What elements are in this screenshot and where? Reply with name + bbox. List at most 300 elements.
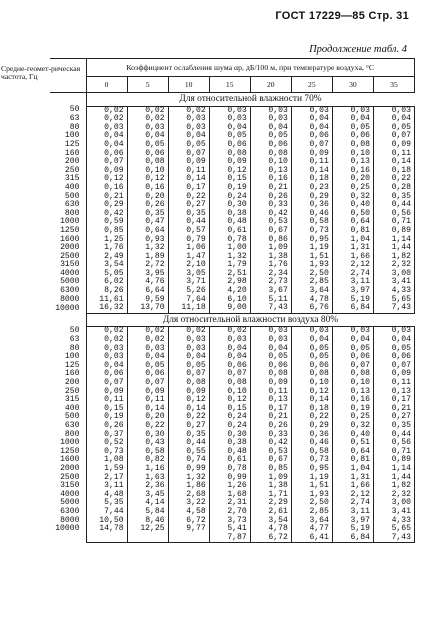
- value-cell: 0,26: [250, 422, 291, 431]
- value-cell: 0,15: [209, 175, 250, 184]
- value-cell: 0,03: [168, 115, 209, 124]
- value-cell: 0,02: [209, 327, 250, 336]
- frequency-cell: 800: [50, 210, 86, 219]
- value-cell: 0,03: [250, 106, 291, 115]
- value-cell: 2,12: [332, 261, 373, 270]
- value-cell: 0,53: [250, 448, 291, 457]
- value-cell: 0,04: [127, 353, 168, 362]
- value-cell: 0,03: [127, 124, 168, 133]
- value-cell: 1,66: [332, 482, 373, 491]
- value-cell: 0,19: [86, 413, 127, 422]
- value-cell: 0,09: [127, 388, 168, 397]
- value-cell: 0,04: [127, 132, 168, 141]
- value-cell: 0,03: [250, 336, 291, 345]
- value-cell: 0,64: [332, 218, 373, 227]
- frequency-cell: 63: [50, 336, 86, 345]
- frequency-cell: 1600: [50, 236, 86, 245]
- value-cell: 13,70: [127, 304, 168, 313]
- value-cell: 0,07: [332, 362, 373, 371]
- value-cell: 0,30: [127, 431, 168, 440]
- value-cell: 0,11: [168, 167, 209, 176]
- value-cell: 2,10: [168, 261, 209, 270]
- value-cell: 3,22: [168, 499, 209, 508]
- value-cell: 0,03: [168, 124, 209, 133]
- value-cell: 2,50: [291, 499, 332, 508]
- value-cell: 0,46: [291, 210, 332, 219]
- value-cell: 0,18: [291, 175, 332, 184]
- value-cell: 0,46: [291, 439, 332, 448]
- value-cell: 0,03: [250, 115, 291, 124]
- value-cell: 0,32: [332, 422, 373, 431]
- value-cell: 12,25: [127, 525, 168, 534]
- value-cell: 0,20: [127, 193, 168, 202]
- value-cell: 2,72: [127, 261, 168, 270]
- value-cell: 0,38: [209, 439, 250, 448]
- value-cell: 0,06: [250, 362, 291, 371]
- frequency-cell: 10000: [50, 525, 86, 534]
- value-cell: 0,03: [127, 345, 168, 354]
- value-cell: 0,08: [250, 150, 291, 159]
- value-cell: 1,51: [291, 482, 332, 491]
- value-cell: 16,32: [86, 304, 127, 313]
- value-cell: 0,07: [168, 150, 209, 159]
- value-cell: 0,33: [250, 201, 291, 210]
- value-cell: 2,32: [373, 261, 414, 270]
- value-cell: 0,64: [127, 227, 168, 236]
- frequency-cell: 400: [50, 405, 86, 414]
- value-cell: 6,41: [291, 534, 332, 543]
- value-cell: 0,17: [250, 405, 291, 414]
- section-title: Для относительной влажности воздуха 80%: [86, 313, 415, 327]
- value-cell: 0,74: [168, 456, 209, 465]
- value-cell: 3,64: [291, 517, 332, 526]
- value-cell: 0,02: [86, 106, 127, 115]
- temperature-header-cell: 0: [86, 77, 127, 93]
- value-cell: 0,85: [86, 227, 127, 236]
- value-cell: 0,09: [209, 158, 250, 167]
- value-cell: 0,85: [250, 465, 291, 474]
- value-cell: 0,04: [373, 115, 414, 124]
- frequency-cell: [50, 534, 86, 543]
- value-cell: 0,11: [373, 379, 414, 388]
- value-cell: 0,08: [127, 158, 168, 167]
- value-cell: 0,30: [209, 201, 250, 210]
- value-cell: 0,04: [250, 345, 291, 354]
- frequency-cell: 8000: [50, 517, 86, 526]
- frequency-cell: 500: [50, 193, 86, 202]
- value-cell: 1,32: [127, 244, 168, 253]
- value-cell: 0,05: [250, 132, 291, 141]
- frequency-cell: 250: [50, 167, 86, 176]
- value-cell: 0,04: [86, 362, 127, 371]
- value-cell: 0,04: [168, 353, 209, 362]
- value-cell: 1,14: [373, 465, 414, 474]
- value-cell: 0,06: [127, 150, 168, 159]
- value-cell: 4,76: [127, 278, 168, 287]
- value-cell: 0,04: [250, 124, 291, 133]
- frequency-cell: 1600: [50, 456, 86, 465]
- value-cell: 0,04: [209, 345, 250, 354]
- frequency-cell: 3150: [50, 261, 86, 270]
- value-cell: 3,67: [250, 287, 291, 296]
- value-cell: 0,05: [332, 124, 373, 133]
- value-cell: 0,61: [209, 456, 250, 465]
- value-cell: 0,10: [332, 379, 373, 388]
- value-cell: 1,47: [168, 253, 209, 262]
- value-cell: 1,32: [168, 474, 209, 483]
- value-cell: 0,03: [209, 115, 250, 124]
- frequency-cell: 50: [50, 106, 86, 115]
- value-cell: 0,05: [127, 141, 168, 150]
- value-cell: 2,49: [86, 253, 127, 262]
- frequency-cell: 200: [50, 379, 86, 388]
- value-cell: 0,44: [168, 439, 209, 448]
- value-cell: 0,07: [86, 379, 127, 388]
- value-cell: 3,05: [168, 270, 209, 279]
- value-cell: 0,73: [291, 227, 332, 236]
- value-cell: 0,11: [250, 388, 291, 397]
- page-header: ГОСТ 17229—85 Стр. 31: [275, 10, 409, 22]
- value-cell: 0,04: [291, 336, 332, 345]
- value-cell: 0,13: [332, 158, 373, 167]
- value-cell: 0,09: [86, 388, 127, 397]
- value-cell: [127, 534, 168, 543]
- frequency-cell: 200: [50, 158, 86, 167]
- value-cell: 6,76: [291, 304, 332, 313]
- temperature-header-cell: 10: [168, 77, 209, 93]
- value-cell: 0,06: [250, 141, 291, 150]
- table-row: [50, 534, 415, 543]
- value-cell: 0,02: [127, 115, 168, 124]
- value-cell: 3,97: [332, 287, 373, 296]
- value-cell: 3,11: [332, 278, 373, 287]
- value-cell: 0,16: [86, 184, 127, 193]
- frequency-cell: 1000: [50, 439, 86, 448]
- value-cell: 0,44: [373, 201, 414, 210]
- frequency-cell: 315: [50, 396, 86, 405]
- value-cell: 1,71: [250, 491, 291, 500]
- frequency-cell: 6300: [50, 508, 86, 517]
- value-cell: 9,77: [168, 525, 209, 534]
- value-cell: 0,78: [209, 465, 250, 474]
- value-cell: 0,08: [209, 379, 250, 388]
- value-cell: 0,24: [209, 413, 250, 422]
- value-cell: 0,02: [127, 106, 168, 115]
- value-cell: 0,05: [373, 345, 414, 354]
- value-cell: 2,50: [291, 270, 332, 279]
- frequency-column-header-text: Средне-геомет-рическая частота, Гц: [1, 64, 81, 82]
- value-cell: 5,84: [127, 508, 168, 517]
- value-cell: 1,31: [332, 474, 373, 483]
- frequency-cell: 4000: [50, 491, 86, 500]
- value-cell: 0,06: [291, 362, 332, 371]
- value-cell: 3,71: [168, 278, 209, 287]
- value-cell: 2,98: [209, 278, 250, 287]
- value-cell: 0,38: [209, 210, 250, 219]
- value-cell: 0,16: [250, 175, 291, 184]
- value-cell: 1,09: [250, 474, 291, 483]
- value-cell: 0,42: [250, 210, 291, 219]
- value-cell: 0,09: [86, 167, 127, 176]
- value-cell: 0,18: [291, 405, 332, 414]
- value-cell: 0,07: [86, 158, 127, 167]
- value-cell: 0,06: [373, 353, 414, 362]
- value-cell: 1,76: [86, 244, 127, 253]
- value-cell: 7,43: [373, 534, 414, 543]
- value-cell: 1,06: [168, 244, 209, 253]
- value-cell: 1,09: [250, 244, 291, 253]
- value-cell: 0,02: [86, 115, 127, 124]
- value-cell: 0,86: [250, 236, 291, 245]
- value-cell: 0,95: [291, 465, 332, 474]
- value-cell: 0,16: [332, 167, 373, 176]
- section-header-row: [50, 313, 415, 327]
- value-cell: 0,73: [291, 456, 332, 465]
- value-cell: 2,61: [250, 508, 291, 517]
- value-cell: 0,05: [168, 362, 209, 371]
- value-cell: 0,59: [86, 218, 127, 227]
- value-cell: 0,04: [168, 132, 209, 141]
- value-cell: 0,03: [168, 345, 209, 354]
- value-cell: 6,64: [127, 287, 168, 296]
- value-cell: 0,21: [250, 413, 291, 422]
- value-cell: 0,35: [168, 210, 209, 219]
- value-cell: 0,04: [291, 124, 332, 133]
- value-cell: 0,71: [373, 448, 414, 457]
- value-cell: 5,19: [332, 525, 373, 534]
- value-cell: 0,03: [86, 345, 127, 354]
- value-cell: 2,51: [209, 270, 250, 279]
- value-cell: 3,64: [291, 287, 332, 296]
- value-cell: 0,19: [209, 184, 250, 193]
- value-cell: 8,26: [86, 287, 127, 296]
- value-cell: 0,09: [291, 150, 332, 159]
- value-cell: 0,78: [209, 236, 250, 245]
- value-cell: 6,72: [250, 534, 291, 543]
- value-cell: 0,27: [373, 413, 414, 422]
- value-cell: 0,14: [168, 405, 209, 414]
- value-cell: 0,20: [332, 175, 373, 184]
- value-cell: 0,27: [168, 422, 209, 431]
- value-cell: 0,36: [291, 431, 332, 440]
- value-cell: 1,08: [86, 456, 127, 465]
- value-cell: 0,09: [373, 141, 414, 150]
- value-cell: 2,74: [332, 499, 373, 508]
- value-cell: 2,85: [291, 508, 332, 517]
- value-cell: 0,07: [373, 132, 414, 141]
- value-cell: 0,07: [127, 379, 168, 388]
- value-cell: 0,08: [250, 370, 291, 379]
- value-cell: 3,97: [332, 517, 373, 526]
- value-cell: 0,43: [127, 439, 168, 448]
- frequency-cell: 125: [50, 141, 86, 150]
- value-cell: 4,78: [250, 525, 291, 534]
- value-cell: 0,14: [291, 396, 332, 405]
- value-cell: 0,03: [86, 124, 127, 133]
- value-cell: 2,73: [250, 278, 291, 287]
- value-cell: 2,29: [250, 499, 291, 508]
- value-cell: 0,08: [332, 370, 373, 379]
- value-cell: 0,32: [332, 193, 373, 202]
- value-cell: 5,11: [250, 296, 291, 305]
- value-cell: 0,02: [86, 327, 127, 336]
- value-cell: 1,32: [209, 253, 250, 262]
- value-cell: 0,42: [86, 210, 127, 219]
- value-cell: 0,21: [373, 405, 414, 414]
- value-cell: 6,84: [332, 304, 373, 313]
- value-cell: 6,84: [332, 534, 373, 543]
- value-cell: 1,51: [291, 253, 332, 262]
- frequency-cell: 1000: [50, 218, 86, 227]
- value-cell: 0,06: [127, 370, 168, 379]
- value-cell: 0,07: [168, 370, 209, 379]
- value-cell: 0,44: [168, 218, 209, 227]
- value-cell: 0,26: [127, 201, 168, 210]
- value-cell: 0,10: [332, 150, 373, 159]
- temperature-header-cell: 15: [209, 77, 250, 93]
- value-cell: 7,43: [250, 304, 291, 313]
- value-cell: 0,02: [127, 327, 168, 336]
- frequency-cell: 50: [50, 327, 86, 336]
- value-cell: 1,04: [332, 465, 373, 474]
- value-cell: 0,56: [373, 439, 414, 448]
- value-cell: 0,05: [209, 132, 250, 141]
- value-cell: 6,72: [168, 517, 209, 526]
- value-cell: 2,17: [86, 474, 127, 483]
- value-cell: 0,05: [291, 345, 332, 354]
- frequency-cell: 630: [50, 201, 86, 210]
- value-cell: 0,05: [332, 345, 373, 354]
- value-cell: 0,95: [291, 236, 332, 245]
- value-cell: 0,93: [127, 236, 168, 245]
- value-cell: 0,05: [250, 353, 291, 362]
- value-cell: 1,59: [86, 465, 127, 474]
- section-header-row: [50, 93, 415, 107]
- value-cell: 0,22: [168, 413, 209, 422]
- value-cell: 0,19: [332, 405, 373, 414]
- value-cell: 0,42: [250, 439, 291, 448]
- value-cell: 0,25: [332, 413, 373, 422]
- value-cell: 0,21: [86, 193, 127, 202]
- value-cell: 0,23: [291, 184, 332, 193]
- value-cell: 0,12: [209, 167, 250, 176]
- frequency-cell: 800: [50, 431, 86, 440]
- value-cell: 1,63: [127, 474, 168, 483]
- value-cell: 0,06: [86, 370, 127, 379]
- value-cell: 0,22: [373, 175, 414, 184]
- value-cell: 0,17: [373, 396, 414, 405]
- value-cell: 0,25: [332, 184, 373, 193]
- value-cell: 6,02: [86, 278, 127, 287]
- value-cell: 2,12: [332, 491, 373, 500]
- value-cell: 0,27: [168, 201, 209, 210]
- value-cell: 0,06: [86, 150, 127, 159]
- frequency-cell: 160: [50, 370, 86, 379]
- value-cell: 0,11: [127, 396, 168, 405]
- table-body: [50, 93, 415, 543]
- value-cell: 0,05: [127, 362, 168, 371]
- value-cell: 1,93: [291, 491, 332, 500]
- value-cell: 0,02: [127, 336, 168, 345]
- value-cell: 0,04: [86, 132, 127, 141]
- value-cell: 0,06: [209, 141, 250, 150]
- temperature-header-cell: 35: [373, 77, 414, 93]
- frequency-cell: 2000: [50, 465, 86, 474]
- value-cell: 1,68: [209, 491, 250, 500]
- value-cell: 0,05: [291, 353, 332, 362]
- value-cell: 3,00: [373, 270, 414, 279]
- value-cell: 1,14: [373, 236, 414, 245]
- value-cell: 0,15: [209, 405, 250, 414]
- temperature-header-cell: 5: [127, 77, 168, 93]
- frequency-cell: 6300: [50, 287, 86, 296]
- frequency-cell: 80: [50, 124, 86, 133]
- value-cell: 6,10: [209, 296, 250, 305]
- value-cell: 0,28: [373, 184, 414, 193]
- section-spacer-cell: [50, 93, 86, 107]
- value-cell: 1,38: [250, 253, 291, 262]
- value-cell: 0,30: [209, 431, 250, 440]
- value-cell: 0,16: [332, 396, 373, 405]
- value-cell: 0,52: [86, 439, 127, 448]
- value-cell: 0,26: [250, 193, 291, 202]
- value-cell: 0,22: [127, 422, 168, 431]
- value-cell: 0,51: [332, 439, 373, 448]
- value-cell: 0,15: [86, 405, 127, 414]
- value-cell: 0,03: [332, 327, 373, 336]
- value-cell: 2,36: [127, 482, 168, 491]
- value-cell: 0,29: [291, 422, 332, 431]
- value-cell: 0,13: [250, 167, 291, 176]
- frequency-cell: 1250: [50, 227, 86, 236]
- frequency-cell: 10000: [50, 304, 86, 313]
- value-cell: 5,26: [168, 287, 209, 296]
- frequency-cell: 630: [50, 422, 86, 431]
- value-cell: 9,00: [209, 304, 250, 313]
- table-continuation-label: Продолжение табл. 4: [309, 44, 407, 55]
- section-title: Для относительной влажности 70%: [86, 93, 415, 107]
- attenuation-table: [1, 58, 415, 543]
- value-cell: 0,02: [168, 106, 209, 115]
- value-cell: 0,10: [209, 388, 250, 397]
- frequency-cell: 2000: [50, 244, 86, 253]
- value-cell: 0,99: [209, 474, 250, 483]
- frequency-cell: 315: [50, 175, 86, 184]
- value-cell: 0,02: [168, 327, 209, 336]
- value-cell: 1,66: [332, 253, 373, 262]
- value-cell: 0,03: [332, 106, 373, 115]
- value-cell: 0,12: [127, 175, 168, 184]
- value-cell: 3,73: [209, 517, 250, 526]
- value-cell: 2,74: [332, 270, 373, 279]
- value-cell: 9,59: [127, 296, 168, 305]
- value-cell: 3,54: [86, 261, 127, 270]
- value-cell: 0,04: [291, 115, 332, 124]
- value-cell: 0,11: [373, 150, 414, 159]
- value-cell: 0,36: [291, 201, 332, 210]
- frequency-cell: 5000: [50, 278, 86, 287]
- value-cell: 0,14: [373, 158, 414, 167]
- value-cell: 0,12: [291, 388, 332, 397]
- value-cell: 1,79: [209, 261, 250, 270]
- frequency-cell: 125: [50, 362, 86, 371]
- value-cell: 7,64: [168, 296, 209, 305]
- value-cell: 0,53: [250, 218, 291, 227]
- value-cell: 0,04: [373, 336, 414, 345]
- value-cell: 1,44: [373, 474, 414, 483]
- value-cell: 5,65: [373, 525, 414, 534]
- frequency-cell: 1250: [50, 448, 86, 457]
